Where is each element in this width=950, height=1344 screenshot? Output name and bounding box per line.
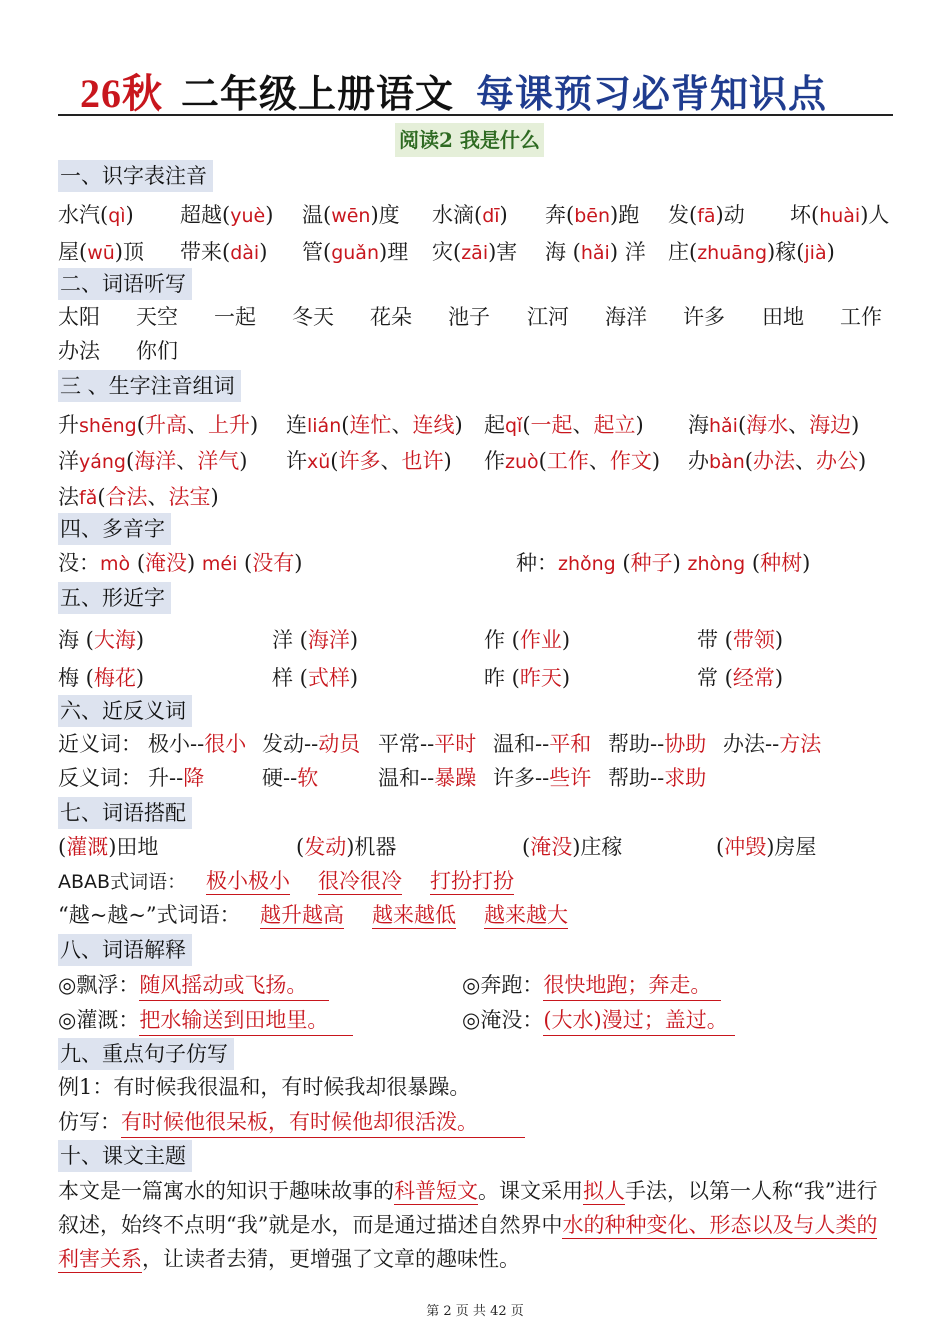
dictation-word: 太阳	[58, 305, 100, 329]
char-group: 许xǔ(许多、也许)	[286, 449, 452, 473]
yue-word: 越来越大	[484, 903, 568, 927]
definition-item: ◎淹没：(大水)漫过；盖过。	[462, 1005, 735, 1036]
section-10-heading: 十、课文主题	[58, 1140, 192, 1172]
definition-item: ◎灌溉：把水输送到田地里。	[58, 1005, 353, 1036]
section-7-heading: 七、词语搭配	[58, 797, 192, 829]
antonym-pair: 升--降	[148, 766, 205, 790]
section-2-heading: 二、词语听写	[58, 268, 192, 300]
collocation: (冲毁)房屋	[716, 835, 817, 859]
dictation-word: 池子	[448, 305, 490, 329]
title-grade: 二年级上册语文	[181, 71, 455, 116]
definition-item: ◎飘浮：随风摇动或飞扬。	[58, 970, 329, 1001]
pinyin-item: 庄(zhuāng)稼(jià)	[668, 240, 835, 264]
pinyin-item: 海 (hǎi) 洋	[545, 240, 646, 264]
char-group: 办bàn(办法、办公)	[688, 449, 867, 473]
section-4-heading: 四、多音字	[58, 513, 171, 545]
char-group: 连lián(连忙、连线)	[286, 413, 463, 437]
dictation-word: 花朵	[370, 305, 412, 329]
antonyms-label: 反义词：	[58, 766, 142, 790]
example-sentence: 例1：有时候我很温和，有时候我却很暴躁。	[58, 1075, 471, 1099]
char-group: 洋yáng(海洋、洋气)	[58, 449, 248, 473]
imitation-sentence: 仿写：有时候他很呆板，有时候他却很活泼。	[58, 1107, 525, 1138]
yue-label: “越~越~”式词语：	[58, 903, 241, 927]
similar-char: 常 (经常)	[697, 666, 784, 690]
definition-item: ◎奔跑：很快地跑；奔走。	[462, 970, 721, 1001]
dictation-word: 江河	[527, 305, 569, 329]
synonym-pair: 极小--很小	[148, 732, 247, 756]
section-1-heading: 一、识字表注音	[58, 160, 213, 192]
page-title	[80, 62, 827, 119]
pinyin-item: 超越(yuè)	[180, 203, 274, 227]
abab-word: 打扮打扮	[430, 869, 514, 893]
char-group: 升shēng(升高、上升)	[58, 413, 259, 437]
pinyin-item: 发(fā)动	[668, 203, 745, 227]
lesson-subtitle: 阅读2 我是什么	[395, 123, 544, 157]
antonym-pair: 许多--些许	[493, 766, 592, 790]
polyphone-zhong: 种：zhǒng (种子) zhòng (种树)	[516, 551, 811, 575]
dictation-word: 办法	[58, 339, 100, 363]
char-group: 作zuò(工作、作文)	[484, 449, 661, 473]
dictation-word: 海洋	[605, 305, 647, 329]
char-group: 法fǎ(合法、法宝)	[58, 485, 219, 509]
antonym-pair: 硬--软	[262, 766, 319, 790]
synonyms-label: 近义词：	[58, 732, 142, 756]
section-6-heading: 六、近反义词	[58, 695, 192, 727]
pinyin-item: 水滴(dī)	[432, 203, 508, 227]
synonym-pair: 平常--平时	[378, 732, 477, 756]
dictation-word: 许多	[683, 305, 725, 329]
pinyin-item: 带来(dài)	[180, 240, 268, 264]
char-group: 起qǐ(一起、起立)	[484, 413, 644, 437]
similar-char: 海 (大海)	[58, 628, 145, 652]
pinyin-item: 奔(bēn)跑	[545, 203, 640, 227]
abab-word: 极小极小	[206, 869, 290, 893]
title-season: 26秋	[80, 71, 163, 116]
section-5-heading: 五、形近字	[58, 582, 171, 614]
section-8-heading: 八、词语解释	[58, 934, 192, 966]
antonym-pair: 帮助--求助	[608, 766, 707, 790]
similar-char: 梅 (梅花)	[58, 666, 145, 690]
synonym-pair: 温和--平和	[493, 732, 592, 756]
similar-char: 样 (式样)	[272, 666, 359, 690]
pinyin-item: 灾(zāi)害	[432, 240, 518, 264]
similar-char: 作 (作业)	[484, 628, 571, 652]
char-group: 海hǎi(海水、海边)	[688, 413, 860, 437]
title-topic: 每课预习必背知识点	[476, 71, 828, 116]
synonym-pair: 帮助--协助	[608, 732, 707, 756]
similar-char: 洋 (海洋)	[272, 628, 359, 652]
collocation: (灌溉)田地	[58, 835, 159, 859]
dictation-word: 天空	[136, 305, 178, 329]
abab-label: ABAB式词语：	[58, 871, 187, 893]
collocation: (发动)机器	[296, 835, 397, 859]
dictation-word: 你们	[136, 339, 178, 363]
pinyin-item: 水汽(qì)	[58, 203, 134, 227]
similar-char: 昨 (昨天)	[484, 666, 571, 690]
dictation-word: 田地	[762, 305, 804, 329]
pinyin-item: 温(wēn)度	[302, 203, 400, 227]
pinyin-item: 坏(huài)人	[790, 203, 890, 227]
yue-word: 越来越低	[372, 903, 456, 927]
dictation-word: 一起	[214, 305, 256, 329]
pinyin-item: 屋(wū)顶	[58, 240, 144, 264]
pinyin-item: 管(guǎn)理	[302, 240, 409, 264]
page-footer: 第 2 页 共 42 页	[426, 1304, 524, 1319]
synonym-pair: 发动--动员	[262, 732, 361, 756]
abab-word: 很冷很冷	[318, 869, 402, 893]
section-3-heading: 三 、生字注音组词	[58, 370, 241, 402]
antonym-pair: 温和--暴躁	[378, 766, 477, 790]
dictation-word: 冬天	[292, 305, 334, 329]
theme-paragraph: 本文是一篇寓水的知识于趣味故事的科普短文。课文采用拟人手法，以第一人称“我”进行叙述，始终不点明“我”就是水，而是通过描述自然界中水的种种变化、形态以及与人类的利害关系，让读者去猜，更增强了文章的趣味性。	[58, 1179, 878, 1271]
section-9-heading: 九、重点句子仿写	[58, 1038, 234, 1070]
dictation-word: 工作	[840, 305, 882, 329]
synonym-pair: 办法--方法	[723, 732, 822, 756]
similar-char: 带 (带领)	[697, 628, 784, 652]
polyphone-mo-mei: 没：mò (淹没) méi (没有)	[58, 551, 303, 575]
title-bar	[58, 62, 893, 116]
collocation: (淹没)庄稼	[522, 835, 623, 859]
yue-word: 越升越高	[260, 903, 344, 927]
